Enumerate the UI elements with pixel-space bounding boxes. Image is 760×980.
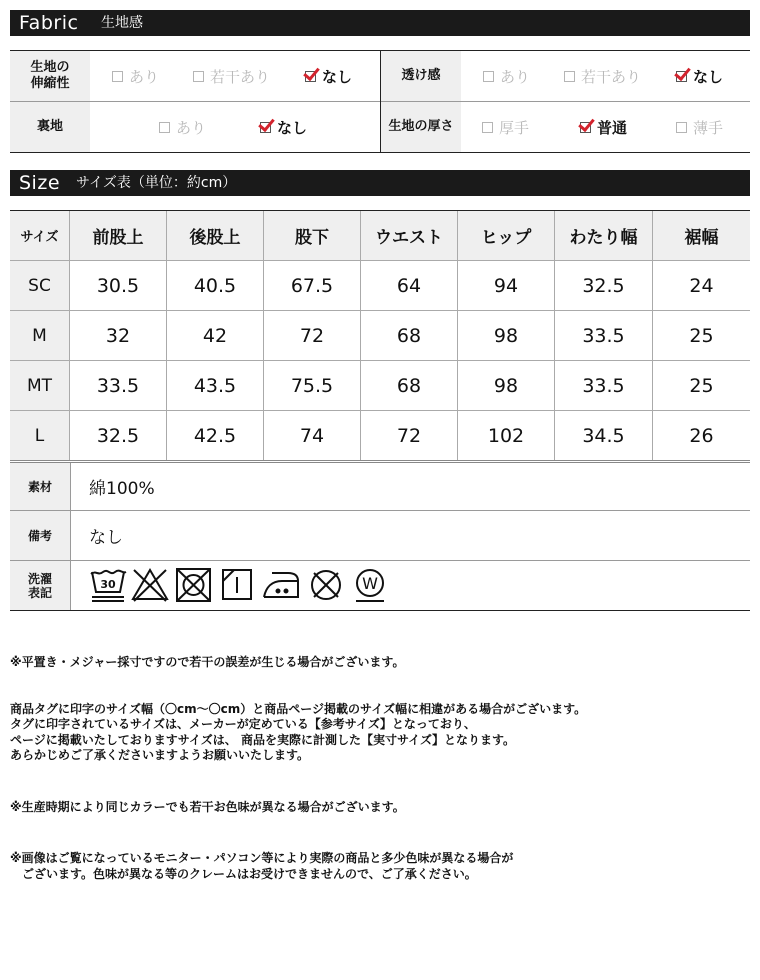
remarks-row	[10, 511, 750, 561]
table-cell: 33.5	[555, 311, 653, 361]
table-cell: 25	[653, 361, 750, 411]
row-size-label: M	[10, 311, 70, 361]
table-cell: 30.5	[70, 261, 167, 311]
table-cell: 32	[70, 311, 167, 361]
checkbox-checked-icon	[676, 71, 687, 82]
table-cell: 32.5	[555, 261, 653, 311]
thickness-option-thick: 厚手	[482, 102, 529, 152]
no-tumble-dry-icon	[177, 569, 210, 601]
thickness-option-normal: 普通	[580, 102, 627, 152]
note-color-lot: ※生産時期により同じカラーでも若干お色味が異なる場合がございます。	[10, 799, 405, 814]
checkbox-checked-icon	[305, 71, 316, 82]
table-cell: 43.5	[167, 361, 264, 411]
note-tag-size: 商品タグに印字のサイズ幅（〇cm〜〇cm）と商品ページ掲載のサイズ幅に相違がある場合がございます。 タグに印字されているサイズは、メーカーが定めている【参考サイズ】となっており、 ページに掲載いたしておりますサイズは、 商品を実際に計測した【実寸サイズ】となります。 あらかじめご了承くださいますようお願いいたします。	[10, 701, 587, 762]
checkbox-icon	[676, 122, 687, 133]
row-size-label: MT	[10, 361, 70, 411]
remarks-value: なし	[89, 528, 123, 548]
table-cell: 32.5	[70, 411, 167, 461]
lining-option-yes: あり	[159, 102, 206, 152]
table-cell: 33.5	[70, 361, 167, 411]
fabric-subtitle: 生地感	[101, 15, 143, 31]
table-cell: 42	[167, 311, 264, 361]
wash-temp-text: 30	[100, 578, 116, 591]
no-bleach-icon	[133, 570, 167, 601]
sheer-label: 透け感	[381, 51, 461, 101]
lining-label: 裏地	[10, 102, 90, 152]
table-cell: 68	[361, 311, 458, 361]
checkbox-icon	[112, 71, 123, 82]
table-cell: 64	[361, 261, 458, 311]
stretch-label: 生地の 伸縮性	[10, 51, 90, 101]
fabric-table	[10, 50, 750, 153]
table-cell: 98	[458, 361, 555, 411]
column-header: 前股上	[70, 211, 167, 261]
checkbox-icon	[564, 71, 575, 82]
material-value: 綿100%	[89, 479, 155, 499]
no-dry-clean-icon	[312, 571, 340, 599]
material-row	[10, 463, 750, 511]
table-cell: 94	[458, 261, 555, 311]
table-cell: 75.5	[264, 361, 361, 411]
note-measurement: ※平置き・メジャー採寸ですので若干の誤差が生じる場合がございます。	[10, 655, 405, 669]
remarks-label: 備考	[10, 511, 71, 560]
table-cell: 25	[653, 311, 750, 361]
care-row	[10, 561, 750, 611]
table-cell: 68	[361, 361, 458, 411]
table-cell: 34.5	[555, 411, 653, 461]
checkbox-icon	[483, 71, 494, 82]
sheer-option-slight: 若干あり	[564, 51, 641, 101]
wet-clean-letter: W	[362, 574, 378, 593]
size-subtitle: サイズ表（単位：約cm）	[76, 175, 237, 191]
row-size-label: SC	[10, 261, 70, 311]
notes	[10, 624, 750, 898]
size-header-bar	[10, 170, 750, 196]
table-cell: 26	[653, 411, 750, 461]
column-header: 後股上	[167, 211, 264, 261]
care-symbols	[88, 564, 408, 606]
table-cell: 42.5	[167, 411, 264, 461]
table-cell: 72	[264, 311, 361, 361]
lining-option-none: なし	[260, 102, 307, 152]
note-monitor: ※画像はご覧になっているモニター・パソコン等により実際の商品と多少色味が異なる場合が ございます。色味が異なる等のクレームはお受けできませんので、ご了承ください。	[10, 851, 514, 881]
iron-medium-icon	[264, 573, 298, 597]
fabric-header-bar	[10, 10, 750, 36]
checkbox-checked-icon	[260, 122, 271, 133]
column-header: 裾幅	[653, 211, 750, 261]
care-label: 洗濯 表記	[10, 561, 71, 610]
table-cell: 72	[361, 411, 458, 461]
stretch-option-yes: あり	[112, 51, 159, 101]
column-header: ウエスト	[361, 211, 458, 261]
thickness-label: 生地の厚さ	[381, 102, 461, 152]
checkbox-checked-icon	[580, 122, 591, 133]
size-corner-header: サイズ	[10, 211, 70, 261]
sheer-option-yes: あり	[483, 51, 530, 101]
stretch-option-slight: 若干あり	[193, 51, 270, 101]
material-label: 素材	[10, 463, 71, 510]
thickness-option-thin: 薄手	[676, 102, 723, 152]
column-header: 股下	[264, 211, 361, 261]
checkbox-icon	[159, 122, 170, 133]
checkbox-icon	[193, 71, 204, 82]
drip-dry-shade-icon	[223, 570, 251, 599]
wash-30-icon	[91, 571, 126, 601]
wet-clean-icon	[356, 570, 384, 601]
table-cell: 74	[264, 411, 361, 461]
column-header: ヒップ	[458, 211, 555, 261]
table-cell: 102	[458, 411, 555, 461]
row-size-label: L	[10, 411, 70, 461]
sheer-option-none: なし	[676, 51, 723, 101]
table-cell: 98	[458, 311, 555, 361]
checkbox-icon	[482, 122, 493, 133]
fabric-title: Fabric	[19, 12, 79, 34]
column-header: わたり幅	[555, 211, 653, 261]
stretch-option-none: なし	[305, 51, 352, 101]
table-cell: 67.5	[264, 261, 361, 311]
table-cell: 33.5	[555, 361, 653, 411]
size-table	[10, 210, 750, 461]
table-cell: 24	[653, 261, 750, 311]
size-title: Size	[19, 172, 61, 194]
table-cell: 40.5	[167, 261, 264, 311]
